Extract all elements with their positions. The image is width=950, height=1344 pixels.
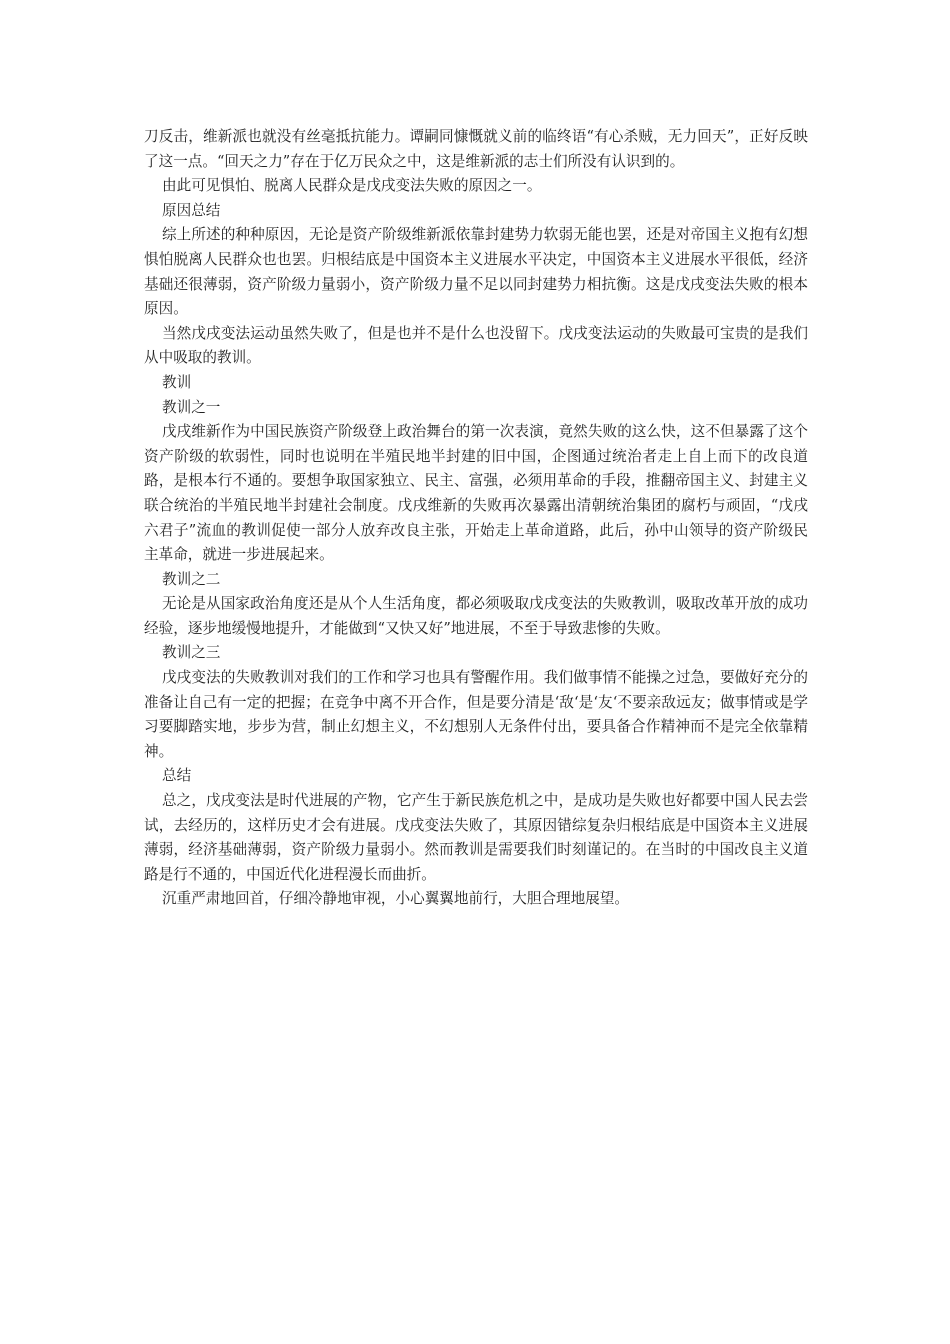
section-heading-lesson-three: 教训之三 xyxy=(162,644,221,662)
section-heading-lesson-one: 教训之一 xyxy=(162,398,221,416)
section-heading-lessons: 教训 xyxy=(162,373,192,391)
section-heading-lesson-two: 教训之二 xyxy=(162,570,221,588)
paragraph-lesson-three: 戊戌变法的失败教训对我们的工作和学习也具有警醒作用。我们做事情不能操之过急，要做好充分的准备让自己有一定的把握；在竞争中离不开合作，但是要分清是‘敌‘是‘友‘不要亲敌远友；做事情或是学习要脚踏实地，步步为营，制止幻想主义，不幻想别人无条件付出，要具备合作精神而不是完全依靠精神。 xyxy=(144,669,808,760)
section-heading-reason-summary: 原因总结 xyxy=(162,201,221,219)
document-body xyxy=(144,125,808,912)
paragraph-lesson-one: 戊戌维新作为中国民族资产阶级登上政治舞台的第一次表演，竟然失败的这么快，这不但暴露了这个资产阶级的软弱性，同时也说明在半殖民地半封建的旧中国，企图通过统治者走上自上而下的改良道路，是根本行不通的。要想争取国家独立、民主、富强，必须用革命的手段，推翻帝国主义、封建主义联合统治的半殖民地半封建社会制度。戊戌维新的失败再次暴露出清朝统治集团的腐朽与顽固，“戊戌六君子”流血的教训促使一部分人放弃改良主张，开始走上革命道路，此后，孙中山领导的资产阶级民主革命，就进一步进展起来。 xyxy=(144,423,808,564)
paragraph-continuation: 刀反击，维新派也就没有丝毫抵抗能力。谭嗣同慷慨就义前的临终语“有心杀贼，无力回天”，正好反映了这一点。“回天之力”存在于亿万民众之中，这是维新派的志士们所没有认识到的。 xyxy=(144,128,808,170)
paragraph-closing: 沉重严肃地回首，仔细冷静地审视，小心翼翼地前行，大胆合理地展望。 xyxy=(162,890,630,908)
paragraph-lesson-intro: 当然戊戌变法运动虽然失败了，但是也并不是什么也没留下。戊戌变法运动的失败最可宝贵的是我们从中吸取的教训。 xyxy=(144,324,808,367)
section-heading-summary: 总结 xyxy=(162,767,192,785)
paragraph-summary: 总之，戊戌变法是时代进展的产物，它产生于新民族危机之中，是成功是失败也好都要中国人民去尝试，去经历的，这样历史才会有进展。戊戌变法失败了，其原因错综复杂归根结底是中国资本主义进展薄弱，经济基础薄弱，资产阶级力量弱小。然而教训是需要我们时刻谨记的。在当时的中国改良主义道路是行不通的，中国近代化进程漫长而曲折。 xyxy=(144,792,808,883)
paragraph-lesson-two: 无论是从国家政治角度还是从个人生活角度，都必须吸取戊戌变法的失败教训，吸取改革开放的成功经验，逐步地缓慢地提升，才能做到“又快又好”地进展，不至于导致悲惨的失败。 xyxy=(144,595,808,637)
paragraph-conclusion-cause: 由此可见惧怕、脱离人民群众是戊戌变法失败的原因之一。 xyxy=(162,177,542,195)
paragraph-reason-summary: 综上所述的种种原因，无论是资产阶级维新派依靠封建势力软弱无能也罢，还是对帝国主义抱有幻想惧怕脱离人民群众也也罢。归根结底是中国资本主义进展水平决定，中国资本主义进展水平很低，经济基础还很薄弱，资产阶级力量弱小，资产阶级力量不足以同封建势力相抗衡。这是戊戌变法失败的根本原因。 xyxy=(144,226,808,318)
